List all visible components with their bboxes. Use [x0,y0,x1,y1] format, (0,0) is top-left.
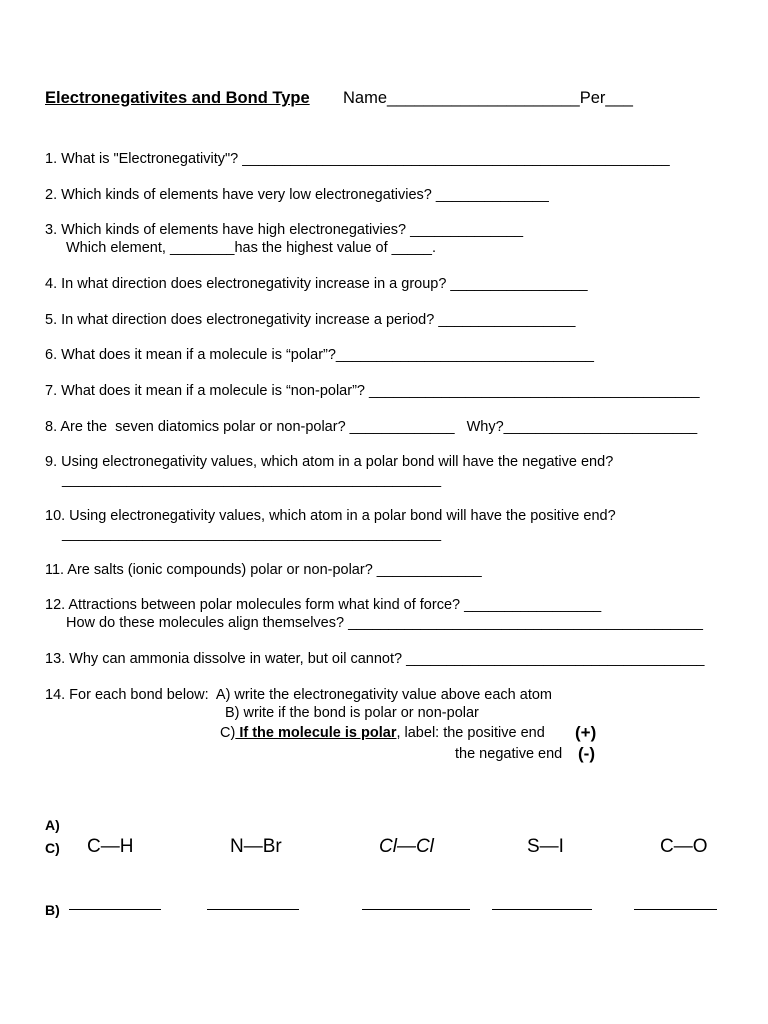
answer-line-n-br[interactable] [207,909,299,910]
question-12-followup: How do these molecules align themselves? ____________________________________________ [66,615,703,631]
bond-c-o: C—O [660,836,708,857]
question-14-instruction-d: the negative end [455,746,563,762]
question-3-followup: Which element, ________has the highest value of _____. [66,240,437,256]
question-12: 12. Attractions between polar molecules form what kind of force? _________________ [45,597,602,613]
bond-cl-cl: Cl—Cl [379,836,434,857]
question-8: 8. Are the seven diatomics polar or non-polar? _____________ Why?________________________ [45,419,698,435]
bond-n-br: N—Br [230,836,282,857]
question-10-answer-line[interactable]: _______________________________________________ [62,526,442,542]
question-14-instruction-c [220,725,545,741]
question-3: 3. Which kinds of elements have high electronegativies? ______________ [45,222,524,238]
question-4: 4. In what direction does electronegativity increase in a group? _________________ [45,276,588,292]
worksheet-title: Electronegativites and Bond Type [45,89,310,107]
question-11: 11. Are salts (ionic compounds) polar or non-polar? _____________ [45,562,482,578]
positive-end-symbol: (+) [575,723,597,742]
row-label-b: B) [45,902,60,918]
question-9: 9. Using electronegativity values, which atom in a polar bond will have the negative end? [45,454,614,470]
instruction-c-emphasis: If the molecule is polar [235,725,397,741]
question-13: 13. Why can ammonia dissolve in water, but oil cannot? _____________________________________ [45,651,705,667]
question-14-instruction-a: 14. For each bond below: A) write the electronegativity value above each atom [45,687,552,703]
answer-line-c-o[interactable] [634,909,717,910]
question-9-answer-line[interactable]: _______________________________________________ [62,472,442,488]
row-label-a: A) [45,817,60,833]
bond-s-i: S—I [527,836,564,857]
row-label-c: C) [45,840,60,856]
answer-line-c-h[interactable] [69,909,161,910]
name-period-field[interactable]: Name_____________________Per___ [343,89,633,107]
answer-line-s-i[interactable] [492,909,592,910]
question-14-instruction-b: B) write if the bond is polar or non-polar [225,705,479,721]
negative-end-symbol: (-) [578,744,595,763]
question-2: 2. Which kinds of elements have very low electronegativies? ______________ [45,187,549,203]
question-6: 6. What does it mean if a molecule is “polar”?________________________________ [45,347,594,363]
bond-c-h: C—H [87,836,134,857]
question-5: 5. In what direction does electronegativity increase a period? _________________ [45,312,576,328]
question-7: 7. What does it mean if a molecule is “non-polar”? _________________________________________ [45,383,700,399]
question-1: 1. What is "Electronegativity"? _____________________________________________________ [45,151,670,167]
answer-line-cl-cl[interactable] [362,909,470,910]
question-10: 10. Using electronegativity values, which atom in a polar bond will have the positive end? [45,508,616,524]
instruction-c-prefix: C) [220,725,236,741]
instruction-c-suffix: , label: the positive end [396,725,545,741]
